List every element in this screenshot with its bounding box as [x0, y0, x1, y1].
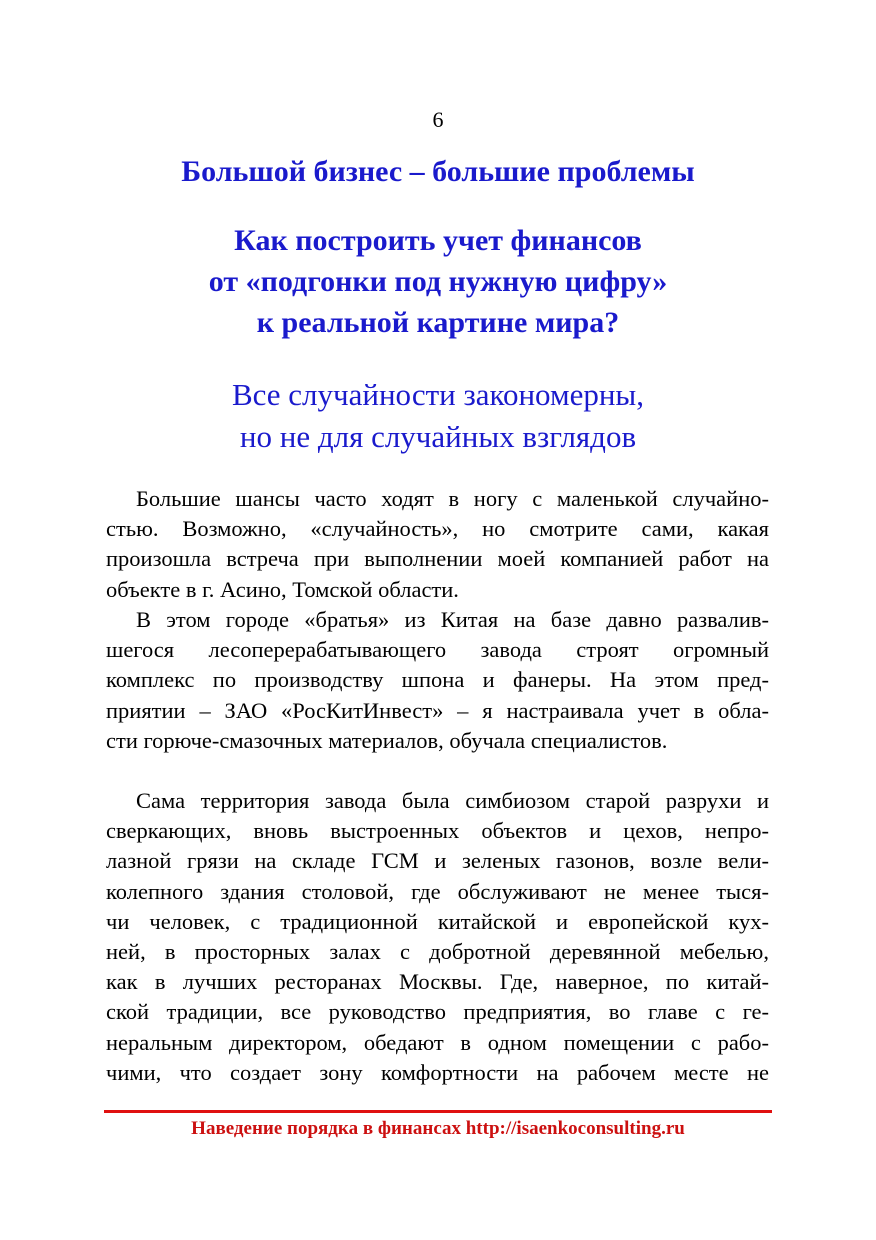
text-line: неральным директором, обедают в одном помещении с рабо- — [106, 1029, 769, 1055]
section-subtitle — [0, 374, 876, 458]
footer-link[interactable]: Наведение порядка в финансах http://isaenkoconsulting.ru — [191, 1118, 685, 1139]
footer-divider — [104, 1110, 772, 1113]
text-line: сти горюче-смазочных материалов, обучала специалистов. — [106, 727, 668, 753]
section-subtitle-line: но не для случайных взглядов — [239, 419, 637, 454]
text-line: Сама территория завода была симбиозом старой разрухи и — [136, 788, 769, 813]
text-line: как в лучших ресторанах Москвы. Где, наверное, по китай- — [106, 969, 769, 995]
text-line: стью. Возможно, «случайность», но смотрите сами, какая — [106, 516, 769, 542]
section-title-line: от «подгонки под нужную цифру» — [208, 265, 668, 298]
section-title-line: к реальной картине мира? — [256, 306, 620, 339]
text-line: ней, в просторных залах с добротной деревянной мебелью, — [106, 939, 769, 965]
text-line: колепного здания столовой, где обслуживают не менее тыся- — [106, 878, 769, 904]
text-line: приятии – ЗАО «РосКитИнвест» – я настраивала учет в обла- — [106, 697, 769, 723]
text-line: чи человек, с традиционной китайской и европейской кух- — [106, 908, 769, 934]
text-line: лазной грязи на складе ГСМ и зеленых газонов, возле вели- — [106, 848, 769, 874]
text-line: сверкающих, вновь выстроенных объектов и цехов, непро- — [106, 818, 769, 844]
chapter-title: Большой бизнес – большие проблемы — [181, 155, 695, 188]
text-line: комплекс по производству шпона и фанеры. На этом пред- — [106, 667, 769, 693]
text-line: ской традиции, все руководство предприятия, во главе с ге- — [106, 999, 769, 1025]
text-line: Большие шансы часто ходят в ногу с маленькой случайно- — [136, 486, 769, 511]
section-title-line: Как построить учет финансов — [234, 224, 642, 257]
page-number: 6 — [432, 107, 444, 132]
text-line: В этом городе «братья» из Китая на базе давно развалив- — [136, 607, 769, 632]
text-line: шегося лесоперерабатывающего завода строят огромный — [106, 637, 769, 663]
section-subtitle-line: Все случайности закономерны, — [231, 377, 645, 412]
text-line: объекте в г. Асино, Томской области. — [106, 576, 459, 602]
text-line: произошла встреча при выполнении моей компанией работ на — [106, 546, 769, 572]
paragraph-2 — [106, 605, 769, 756]
paragraph-3 — [106, 786, 769, 1088]
paragraph-1 — [106, 484, 769, 605]
section-title — [0, 220, 876, 343]
text-line: чими, что создает зону комфортности на рабочем месте не — [106, 1059, 769, 1085]
